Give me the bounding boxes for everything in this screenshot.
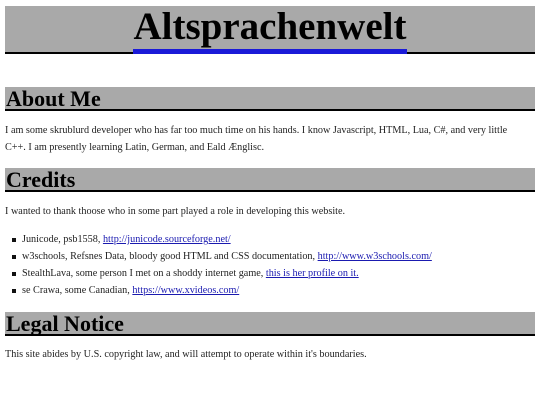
credit-link[interactable]: http://www.w3schools.com/: [317, 251, 432, 262]
credit-text: StealthLava, some person I met on a shoddy internet game,: [22, 268, 266, 279]
credits-intro: I wanted to thank thoose who in some part played a role in developing this website.: [5, 206, 346, 217]
credit-link[interactable]: this is her profile on it.: [265, 268, 359, 279]
legal-text: This site abides by U.S. copyright law, and will attempt to operate within it's boundaries.: [5, 349, 367, 360]
bullet-icon: [12, 272, 16, 276]
credit-link[interactable]: https://www.xvideos.com/: [132, 285, 240, 296]
credit-text: Junicode, psb1558,: [22, 234, 103, 245]
list-item: [11, 248, 531, 265]
credit-text: w3schools, Refsnes Data, bloody good HTML and CSS documentation,: [22, 251, 318, 262]
bullet-icon: [12, 289, 16, 293]
list-item: [11, 265, 531, 282]
legal-heading: Legal Notice: [5, 312, 535, 336]
credit-link[interactable]: http://junicode.sourceforge.net/: [102, 234, 231, 245]
site-header: [5, 6, 535, 54]
list-item: [11, 282, 531, 299]
site-title-link[interactable]: Altsprachenwelt: [133, 5, 408, 54]
credits-heading: Credits: [5, 168, 535, 192]
about-text: I am some skrublurd developer who has far too much time on his hands. I know Javascript, HTML, Lua, C#, and very little C++. I am presently learning Latin, German, and Eald Ænglisc.: [5, 125, 508, 153]
credits-list: [11, 231, 531, 299]
bullet-icon: [12, 255, 16, 259]
list-item: [11, 231, 531, 248]
credit-text: se Crawa, some Canadian,: [22, 285, 133, 296]
bullet-icon: [12, 238, 16, 242]
about-heading: About Me: [5, 87, 535, 111]
